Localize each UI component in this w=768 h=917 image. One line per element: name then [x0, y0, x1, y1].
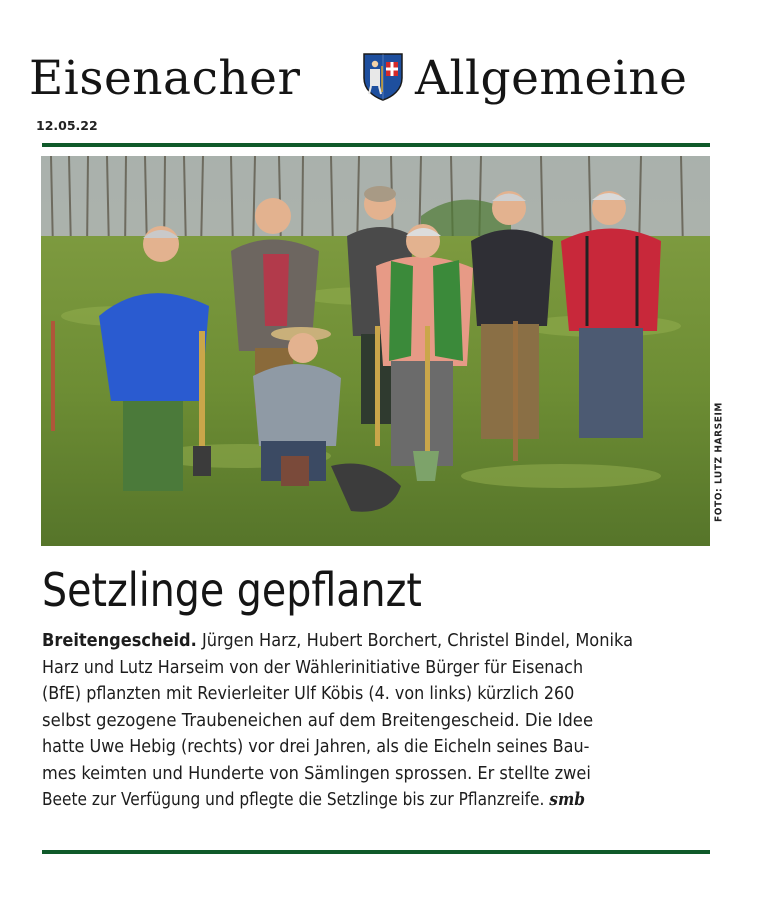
coat-of-arms-icon [362, 52, 404, 102]
publication-date: 12.05.22 [36, 118, 98, 133]
article-line-5: hatte Uwe Hebig (rechts) vor drei Jahren, als die Eicheln seines Bau- [42, 736, 590, 757]
photo-credit-text: FOTO: LUTZ HARSEIM [713, 402, 725, 522]
article-line-7 [42, 787, 613, 814]
photo-credit [712, 382, 726, 542]
author-signature: smb [549, 789, 586, 810]
article-line-2: Harz und Lutz Harseim von der Wählerinitiative Bürger für Eisenach [42, 656, 584, 678]
masthead [0, 44, 768, 114]
bottom-divider [42, 850, 710, 854]
article-line-4: selbst gezogene Traubeneichen auf dem Breitengescheid. Die Idee [42, 709, 594, 731]
article-line-1-text: Jürgen Harz, Hubert Borchert, Christel Bindel, Monika [196, 630, 634, 651]
article-line-3: (BfE) pflanzten mit Revierleiter Ulf Köbis (4. von links) kürzlich 260 [42, 683, 575, 704]
article-dateline: Breitengescheid. [42, 630, 197, 651]
article-body [42, 628, 710, 814]
article-photo [41, 156, 710, 546]
article-line-6: mes keimten und Hunderte von Sämlingen sprossen. Er stellte zwei [42, 762, 591, 784]
article-line-7-text: Beete zur Verfügung und pflegte die Setzlinge bis zur Pflanzreife. [42, 789, 545, 810]
article-headline: Setzlinge gepflanzt [42, 563, 422, 617]
masthead-title-right: Allgemeine [415, 51, 688, 106]
article-line-1 [42, 628, 643, 655]
photo-illustration [41, 156, 710, 546]
top-divider [42, 143, 710, 147]
masthead-title-left: Eisenacher [29, 51, 301, 106]
